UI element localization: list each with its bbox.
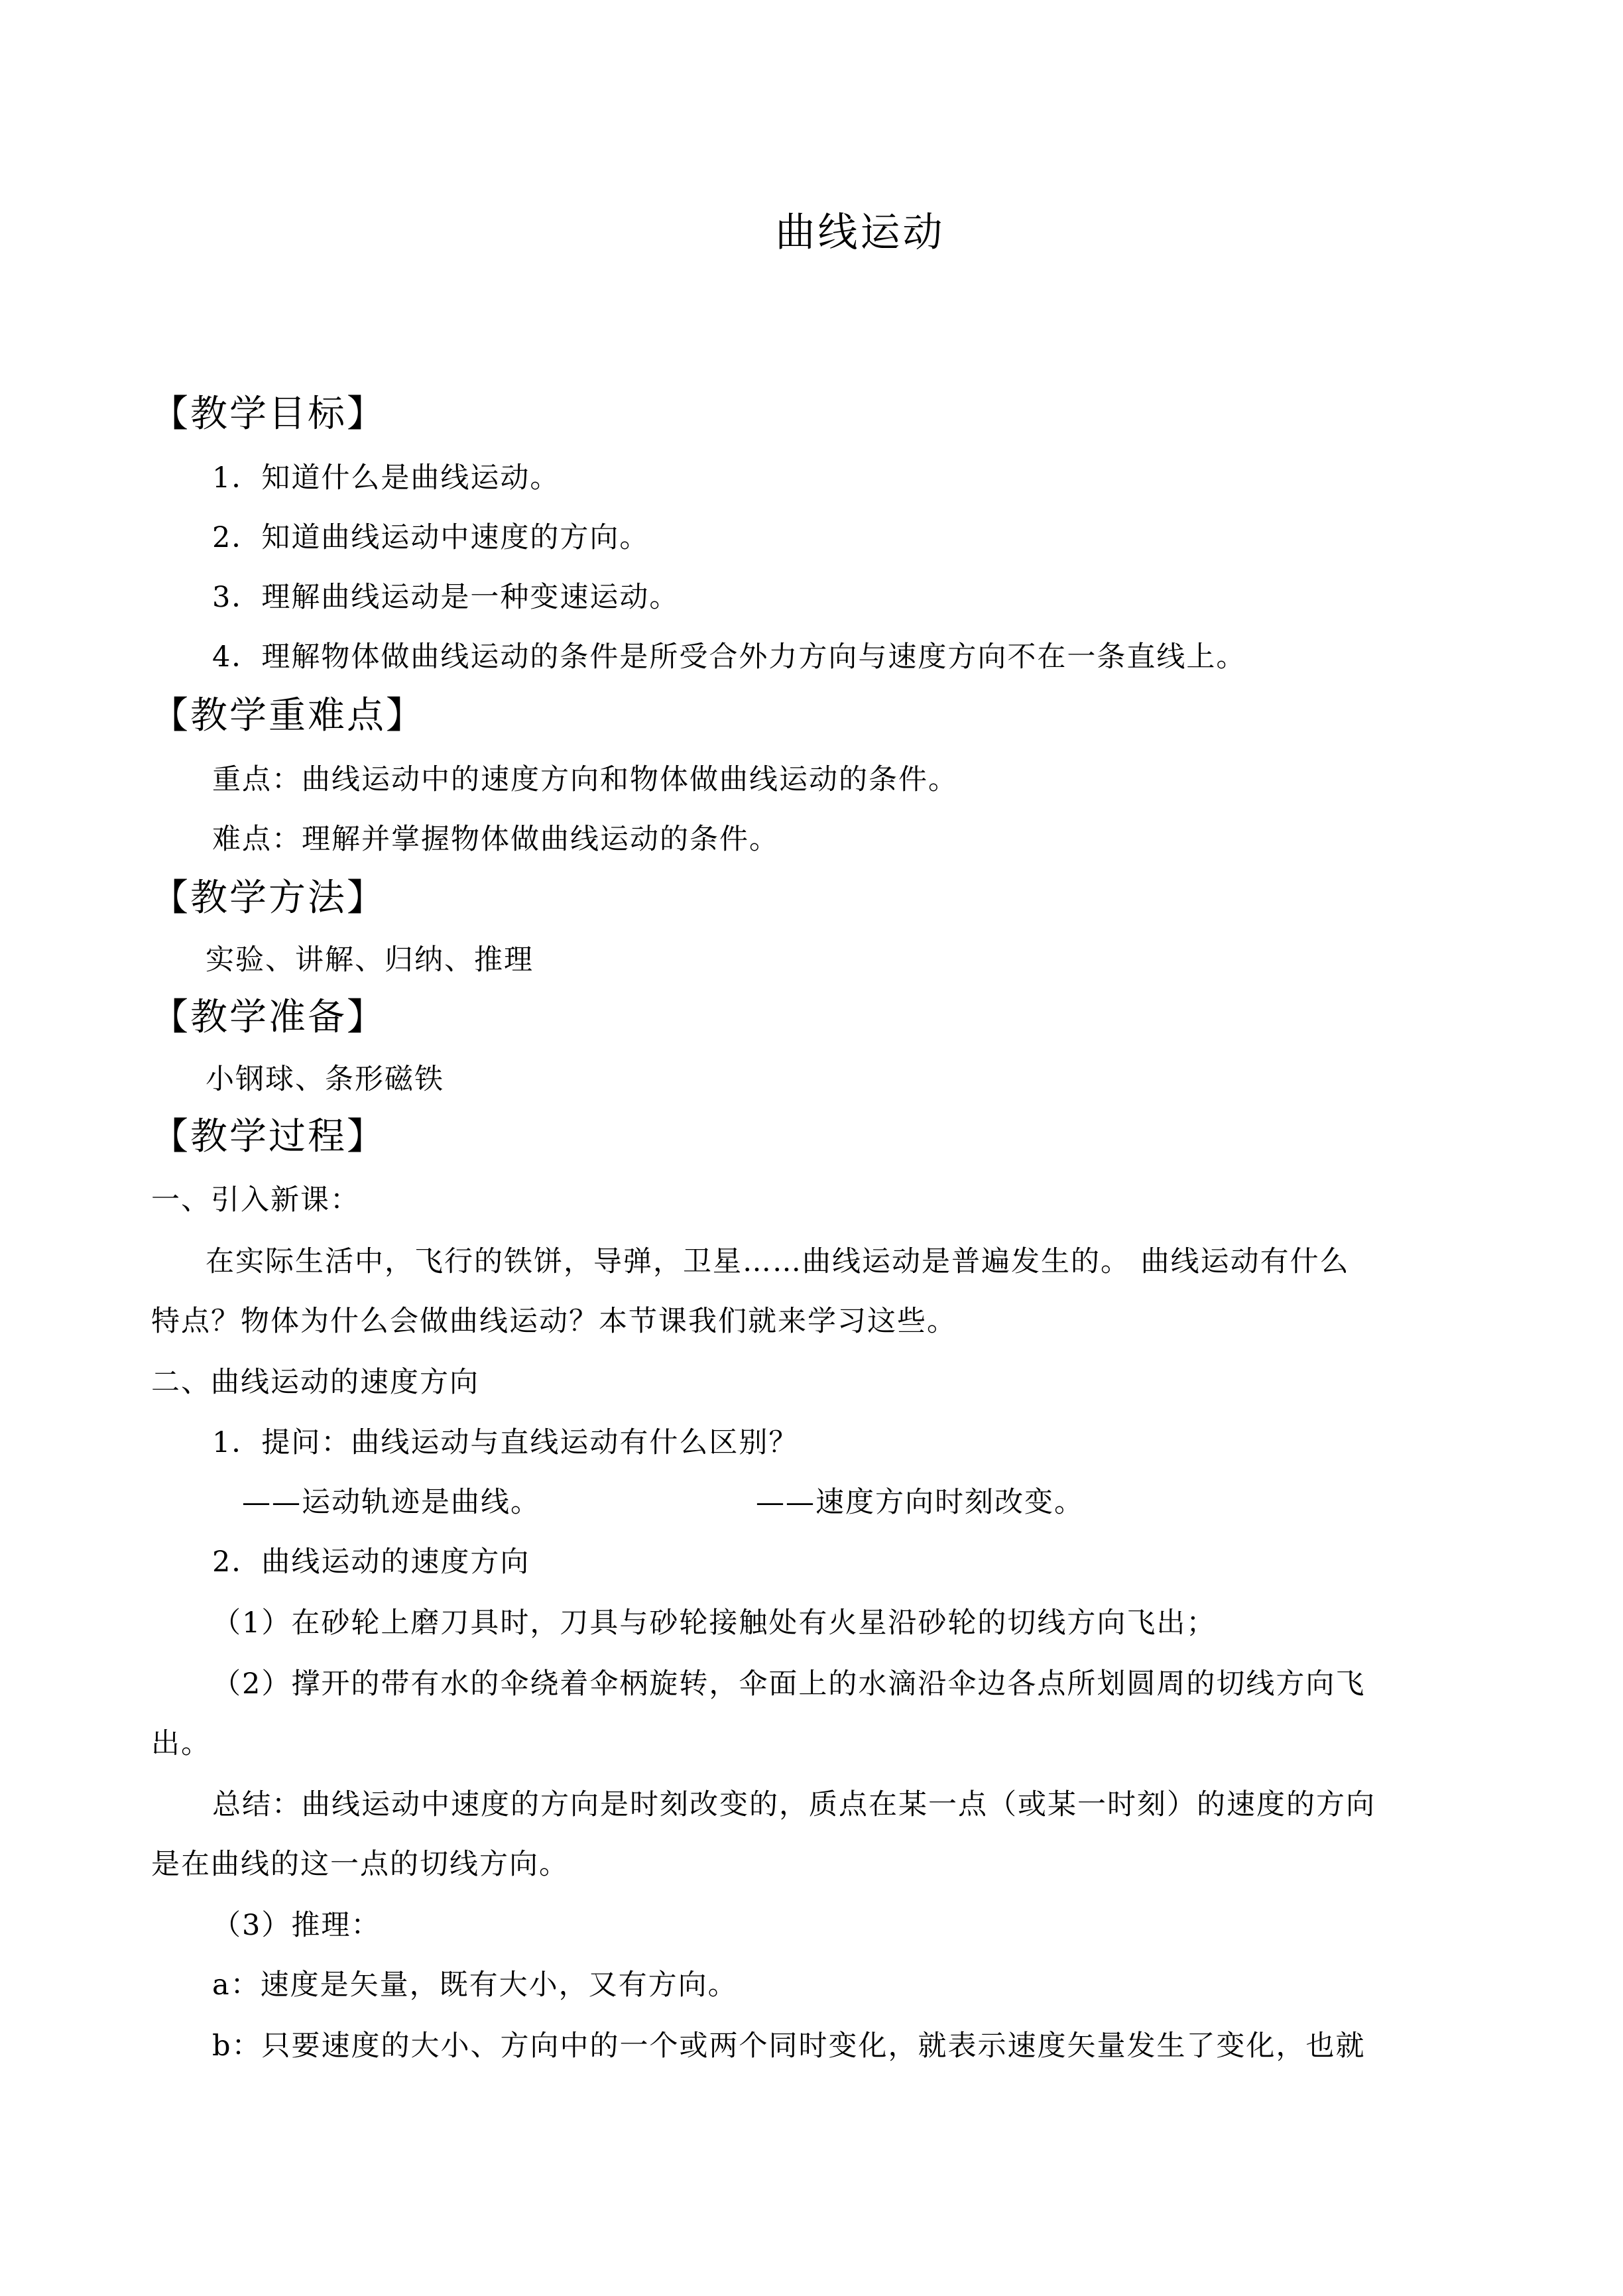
summary-line2: 是在曲线的这一点的切线方向。 [151, 1848, 569, 1881]
key-focus: 重点：曲线运动中的速度方向和物体做曲线运动的条件。 [212, 763, 958, 796]
methods-text: 实验、讲解、归纳、推理 [206, 943, 534, 977]
heading-teaching-goals: 【教学目标】 [151, 393, 386, 436]
heading-teaching-preparation: 【教学准备】 [151, 996, 386, 1039]
part1-paragraph-line2: 特点？物体为什么会做曲线运动？本节课我们就来学习这些。 [151, 1305, 957, 1338]
answer-1-right: ——速度方向时刻改变。 [756, 1486, 1084, 1519]
goal-item-1: 1．知道什么是曲线运动。 [212, 461, 560, 495]
part2-title: 二、曲线运动的速度方向 [151, 1366, 479, 1399]
goal-item-4: 4．理解物体做曲线运动的条件是所受合外力方向与速度方向不在一条直线上。 [212, 640, 1246, 674]
part1-title: 一、引入新课： [151, 1183, 360, 1217]
example-1: （1）在砂轮上磨刀具时，刀具与砂轮接触处有火星沿砂轮的切线方向飞出； [212, 1606, 1217, 1640]
summary-line1: 总结：曲线运动中速度的方向是时刻改变的，质点在某一点（或某一时刻）的速度的方向 [212, 1788, 1376, 1821]
part1-paragraph-line1: 在实际生活中，飞行的铁饼，导弹，卫星……曲线运动是普遍发生的。 曲线运动有什么 [206, 1245, 1350, 1278]
answer-1-left: ——运动轨迹是曲线。 [242, 1486, 540, 1519]
reasoning-title: （3）推理： [212, 1909, 381, 1942]
example-2-line2: 出。 [151, 1727, 211, 1760]
key-difficulty: 难点：理解并掌握物体做曲线运动的条件。 [212, 823, 779, 856]
document-title: 曲线运动 [775, 210, 945, 256]
heading-teaching-process: 【教学过程】 [151, 1115, 386, 1158]
goal-item-3: 3．理解曲线运动是一种变速运动。 [212, 581, 680, 614]
preparation-text: 小钢球、条形磁铁 [206, 1063, 444, 1096]
heading-teaching-methods: 【教学方法】 [151, 876, 386, 920]
question-1: 1．提问：曲线运动与直线运动有什么区别？ [212, 1426, 799, 1459]
example-2-line1: （2）撑开的带有水的伞绕着伞柄旋转，伞面上的水滴沿伞边各点所划圆周的切线方向飞 [212, 1667, 1366, 1701]
heading-key-points: 【教学重难点】 [151, 694, 425, 737]
reasoning-b: b：只要速度的大小、方向中的一个或两个同时变化，就表示速度矢量发生了变化，也就 [212, 2029, 1366, 2063]
goal-item-2: 2．知道曲线运动中速度的方向。 [212, 521, 650, 554]
reasoning-a: a：速度是矢量，既有大小，又有方向。 [212, 1968, 738, 2002]
question-2: 2．曲线运动的速度方向 [212, 1545, 530, 1579]
